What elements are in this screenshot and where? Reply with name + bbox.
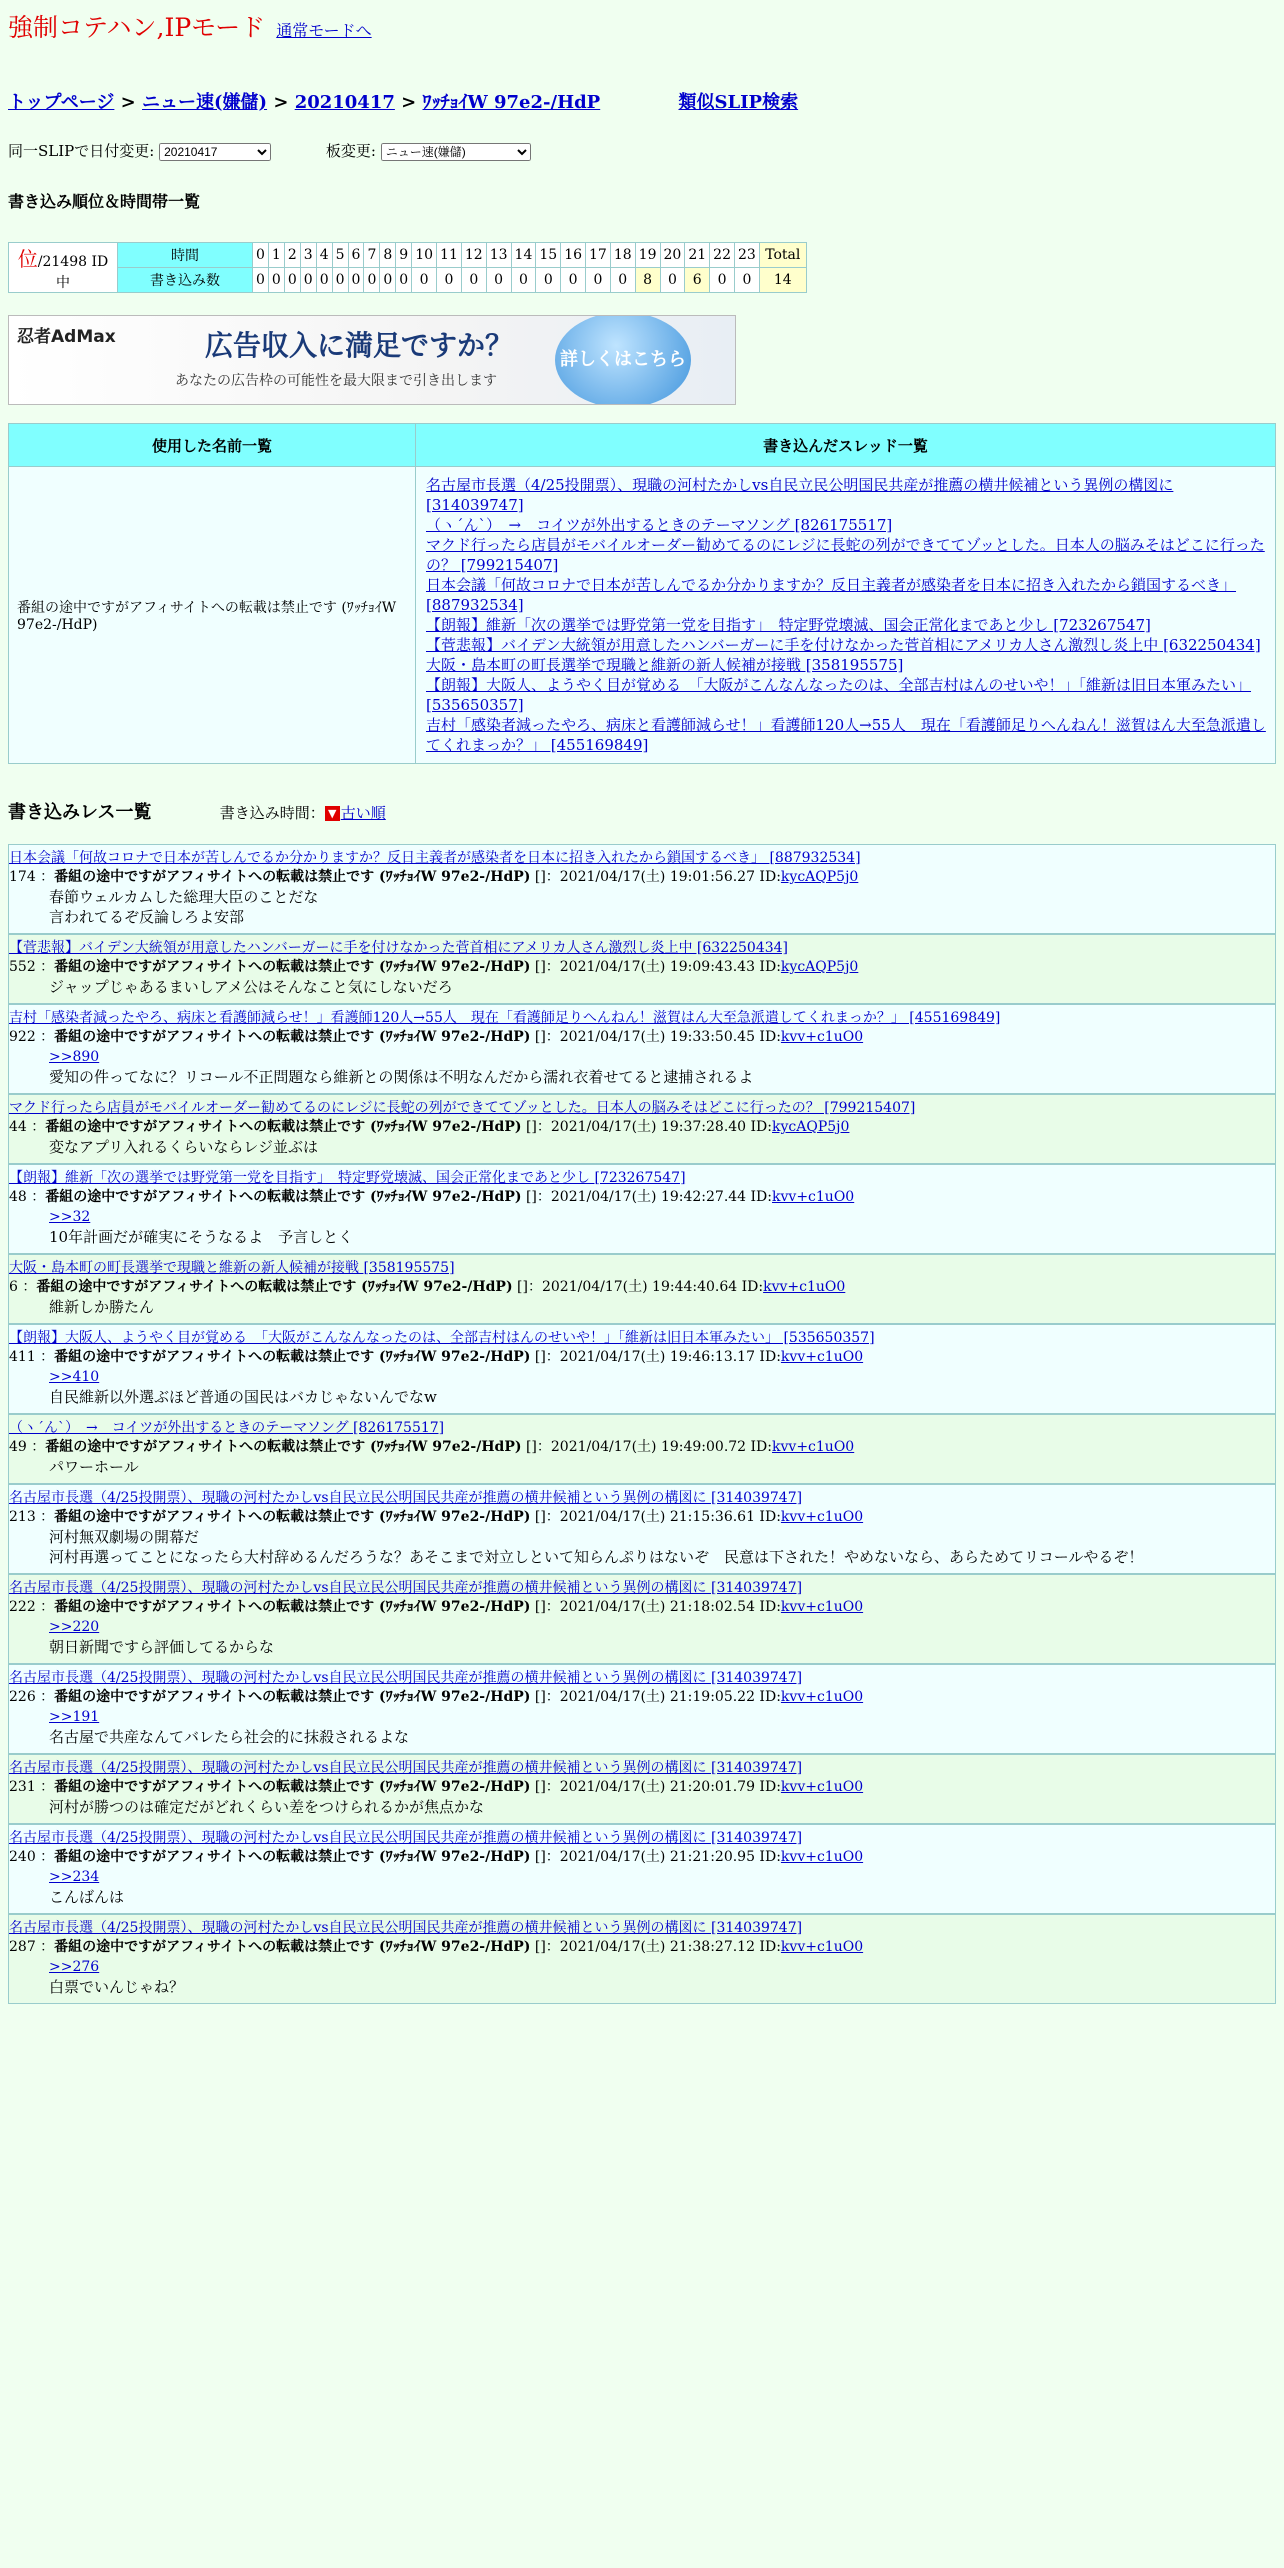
post-body <box>9 1297 1275 1317</box>
post-name: 番組の途中ですがアフィサイトへの転載は禁止です <box>54 1849 379 1865</box>
reply-anchor-link[interactable]: >>32 <box>49 1209 91 1225</box>
mode-header <box>8 8 1276 44</box>
post-thread-title-row <box>9 1487 1275 1507</box>
post-id-link[interactable]: kycAQP5j0 <box>772 1119 850 1135</box>
post-number: 552 ： <box>9 959 55 975</box>
thread-link[interactable]: 吉村「感染者減ったやろ、病床と看護師減らせ！」看護師120人→55人 現在「看護師足りへんねん！滋賀はん大至急派遣してくれまっか？」 [455169849] <box>426 716 1266 754</box>
post-id-link[interactable]: kvv+c1uO0 <box>780 1689 864 1705</box>
post-number: 48 ： <box>9 1189 46 1205</box>
ad-headline: 広告収入に満足ですか？ <box>205 329 514 362</box>
breadcrumb-top[interactable]: トップページ <box>8 92 115 113</box>
mode-title: 強制コテハン,IPモード <box>8 13 266 42</box>
count-cell: 0 <box>380 268 396 293</box>
posts-list <box>8 844 1276 2004</box>
post-meta <box>9 1847 1275 1867</box>
post-body <box>9 1707 1275 1747</box>
hour-cell: 10 <box>412 243 437 268</box>
thread-link[interactable]: 名古屋市長選（4/25投開票）、現職の河村たかしvs自民立民公明国民共産が推薦の横井候補という異例の構図に [314039747] <box>426 476 1174 514</box>
thread-link[interactable]: （ヽ´ん`） → コイツが外出するときのテーマソング [826175517] <box>426 516 893 534</box>
reply-anchor-link[interactable]: >>410 <box>49 1369 100 1385</box>
post-date: []：2021/04/17(土) 21:20:01.79 ID: <box>530 1779 781 1795</box>
post-id-link[interactable]: kvv+c1uO0 <box>780 1349 864 1365</box>
breadcrumb <box>8 88 1276 114</box>
board-change-label: 板変更: <box>325 142 376 160</box>
post-thread-link[interactable]: 大阪・島本町の町長選挙で現職と維新の新人候補が接戦 [358195575] <box>9 1260 455 1276</box>
breadcrumb-sep: > <box>114 92 143 113</box>
post-thread-link[interactable]: 名古屋市長選（4/25投開票）、現職の河村たかしvs自民立民公明国民共産が推薦の横井候補という異例の構図に [314039747] <box>9 1830 803 1846</box>
thread-link[interactable]: マクド行ったら店員がモバイルオーダー勧めてるのにレジに長蛇の列ができててゾッとした。日本人の脳みそはどこに行ったの？ [799215407] <box>426 536 1265 574</box>
post-thread-link[interactable]: マクド行ったら店員がモバイルオーダー勧めてるのにレジに長蛇の列ができててゾッとした。日本人の脳みそはどこに行ったの？ [799215407] <box>9 1100 916 1116</box>
ad-banner[interactable] <box>8 315 736 405</box>
post <box>8 1004 1276 1094</box>
post-number: 222 ： <box>9 1599 55 1615</box>
hour-cell: 17 <box>586 243 611 268</box>
post-line: 10年計画だが確実にそうなるよ 予言しとく <box>49 1228 354 1246</box>
post-slip: (ﾜｯﾁｮｲW 97e2-/HdP) <box>378 1779 531 1795</box>
post-thread-title-row <box>9 1007 1275 1027</box>
post <box>8 1824 1276 1914</box>
post-name: 番組の途中ですがアフィサイトへの転載は禁止です <box>54 869 379 885</box>
reply-anchor-link[interactable]: >>276 <box>49 1959 100 1975</box>
post-name: 番組の途中ですがアフィサイトへの転載は禁止です <box>54 1939 379 1955</box>
ad-logo: 忍者AdMax <box>17 327 116 347</box>
hourly-post-table <box>8 242 807 293</box>
post-meta <box>9 1687 1275 1707</box>
post-name: 番組の途中ですがアフィサイトへの転載は禁止です <box>54 1689 379 1705</box>
post-name: 番組の途中ですがアフィサイトへの転載は禁止です <box>54 1599 379 1615</box>
post <box>8 1254 1276 1324</box>
hour-cell: 15 <box>536 243 561 268</box>
post-slip: (ﾜｯﾁｮｲW 97e2-/HdP) <box>361 1279 513 1295</box>
breadcrumb-sep: > <box>267 92 295 113</box>
post-slip: (ﾜｯﾁｮｲW 97e2-/HdP) <box>370 1439 522 1455</box>
post-thread-title-row <box>9 1827 1275 1847</box>
post-line: 河村無双劇場の開幕だ <box>49 1528 200 1546</box>
post-thread-title-row <box>9 1917 1275 1937</box>
post-line: ジャップじゃあるまいしアメ公はそんなこと気にしないだろ <box>49 978 453 996</box>
thread-link[interactable]: 大阪・島本町の町長選挙で現職と維新の新人候補が接戦 [358195575] <box>426 656 904 674</box>
post <box>8 1094 1276 1164</box>
post-thread-title-row <box>9 937 1275 957</box>
time-label: 時間 <box>118 243 253 268</box>
post-number: 231 ： <box>9 1779 55 1795</box>
post-body <box>9 1367 1275 1407</box>
post <box>8 1414 1276 1484</box>
hour-cell: 18 <box>610 243 635 268</box>
post-meta <box>9 1187 1275 1207</box>
names-threads-table <box>8 423 1276 764</box>
hour-cell: 16 <box>561 243 586 268</box>
post-meta <box>9 1507 1275 1527</box>
post-body <box>9 1207 1275 1247</box>
reply-anchor-link[interactable]: >>890 <box>49 1049 100 1065</box>
breadcrumb-date[interactable]: 20210417 <box>294 92 395 113</box>
hour-cell: 21 <box>685 243 710 268</box>
post-number: 174 ： <box>9 869 55 885</box>
post-date: []：2021/04/17(土) 19:49:00.72 ID: <box>521 1439 773 1455</box>
count-cell: 0 <box>364 268 380 293</box>
post-body <box>9 1797 1275 1817</box>
post <box>8 1484 1276 1574</box>
post-date: []：2021/04/17(土) 21:15:36.61 ID: <box>530 1509 781 1525</box>
hour-cell: 19 <box>635 243 660 268</box>
hour-cell: 4 <box>316 243 332 268</box>
post-meta <box>9 1027 1275 1047</box>
post-number: 6 ： <box>9 1279 37 1295</box>
count-cell: 0 <box>586 268 611 293</box>
post-name: 番組の途中ですがアフィサイトへの転載は禁止です <box>54 1779 379 1795</box>
reply-anchor-link[interactable]: >>220 <box>49 1619 100 1635</box>
hour-cell: 8 <box>380 243 396 268</box>
post <box>8 844 1276 934</box>
hour-cell: 22 <box>710 243 735 268</box>
post-thread-link[interactable]: 名古屋市長選（4/25投開票）、現職の河村たかしvs自民立民公明国民共産が推薦の横井候補という異例の構図に [314039747] <box>9 1920 803 1936</box>
hour-cell: 7 <box>364 243 380 268</box>
post-number: 240 ： <box>9 1849 55 1865</box>
post-id-link[interactable]: kvv+c1uO0 <box>772 1189 855 1205</box>
hour-cell: 23 <box>734 243 759 268</box>
hour-cell: 20 <box>660 243 685 268</box>
count-cell: 0 <box>332 268 348 293</box>
sort-order-label: 書き込み時間： <box>219 804 325 822</box>
hour-cell: 14 <box>511 243 536 268</box>
post-body <box>9 887 1275 927</box>
post-name: 番組の途中ですがアフィサイトへの転載は禁止です <box>45 1119 371 1135</box>
post-body <box>9 1457 1275 1477</box>
posts-heading: 書き込みレス一覧 <box>8 802 152 823</box>
post-thread-title-row <box>9 1327 1275 1347</box>
post-thread-title-row <box>9 847 1275 867</box>
similar-slip-search-link[interactable]: 類似SLIP検索 <box>678 92 799 113</box>
post-number: 44 ： <box>9 1119 46 1135</box>
count-row <box>9 268 807 293</box>
post-thread-link[interactable]: 吉村「感染者減ったやろ、病床と看護師減らせ！」看護師120人→55人 現在「看護師足りへんねん！滋賀はん大至急派遣してくれまっか？」 [455169849] <box>9 1010 1001 1026</box>
post-date: []：2021/04/17(土) 21:21:20.95 ID: <box>530 1849 781 1865</box>
hour-cell: 1 <box>268 243 284 268</box>
post-name: 番組の途中ですがアフィサイトへの転載は禁止です <box>54 1029 379 1045</box>
hour-cell: 2 <box>284 243 300 268</box>
hour-cell: 3 <box>300 243 316 268</box>
count-cell: 0 <box>461 268 486 293</box>
post-meta <box>9 1437 1275 1457</box>
post-date: []：2021/04/17(土) 19:37:28.40 ID: <box>521 1119 773 1135</box>
rank-position: 位 <box>17 247 38 271</box>
post-name: 番組の途中ですがアフィサイトへの転載は禁止です <box>54 1349 379 1365</box>
post-meta <box>9 867 1275 887</box>
thread-link[interactable]: 【菅悲報】バイデン大統領が用意したハンバーガーに手を付けなかった菅首相にアメリカ人さん激烈し炎上中 [632250434] <box>426 636 1261 654</box>
count-cell: 0 <box>412 268 437 293</box>
post-line: 朝日新聞ですら評価してるからな <box>49 1638 275 1656</box>
count-cell: 0 <box>511 268 536 293</box>
post-date: []：2021/04/17(土) 19:33:50.45 ID: <box>530 1029 781 1045</box>
post-thread-link[interactable]: 名古屋市長選（4/25投開票）、現職の河村たかしvs自民立民公明国民共産が推薦の横井候補という異例の構図に [314039747] <box>9 1670 803 1686</box>
post-slip: (ﾜｯﾁｮｲW 97e2-/HdP) <box>378 1849 531 1865</box>
hour-cell: 6 <box>348 243 364 268</box>
post-line: 名古屋で共産なんてバレたら社会的に抹殺されるよな <box>49 1728 410 1746</box>
post <box>8 934 1276 1004</box>
post-slip: (ﾜｯﾁｮｲW 97e2-/HdP) <box>378 1509 531 1525</box>
post-line: 自民維新以外選ぶほど普通の国民はバカじゃないんでなw <box>49 1388 437 1406</box>
post <box>8 1754 1276 1824</box>
post-thread-title-row <box>9 1757 1275 1777</box>
post-slip: (ﾜｯﾁｮｲW 97e2-/HdP) <box>378 1689 531 1705</box>
post-date: []：2021/04/17(土) 21:18:02.54 ID: <box>530 1599 781 1615</box>
post-slip: (ﾜｯﾁｮｲW 97e2-/HdP) <box>378 869 531 885</box>
post-date: []：2021/04/17(土) 19:01:56.27 ID: <box>530 869 781 885</box>
rank-total-ids: /21498 ID中 <box>37 254 109 291</box>
post-meta <box>9 1937 1275 1957</box>
post <box>8 1324 1276 1414</box>
count-cell: 0 <box>396 268 412 293</box>
post-date: []：2021/04/17(土) 19:42:27.44 ID: <box>521 1189 773 1205</box>
thread-link[interactable]: 【朗報】大阪人、ようやく目が覚める 「大阪がこんなんなったのは、全部吉村はんのせいや！」「維新は旧日本軍みたい」 [535650357] <box>426 676 1252 714</box>
hour-cell: 12 <box>461 243 486 268</box>
hour-cell: 13 <box>486 243 511 268</box>
post-slip: (ﾜｯﾁｮｲW 97e2-/HdP) <box>378 1029 531 1045</box>
post-line: 河村が勝つのは確定だがどれくらい差をつけられるかが焦点かな <box>49 1798 485 1816</box>
count-cell: 0 <box>348 268 364 293</box>
count-cell: 0 <box>710 268 735 293</box>
count-label: 書き込み数 <box>118 268 253 293</box>
post-slip: (ﾜｯﾁｮｲW 97e2-/HdP) <box>378 1939 531 1955</box>
post-line: 河村再選ってことになったら大村辞めるんだろうな？あそこまで対立しといて知らんぷりはないぞ 民意は下された！やめないなら、あらためてリコールやるぞ！ <box>49 1548 1144 1566</box>
post-thread-link[interactable]: （ヽ´ん`） → コイツが外出するときのテーマソング [826175517] <box>9 1420 445 1436</box>
count-cell: 0 <box>610 268 635 293</box>
count-cell: 0 <box>437 268 462 293</box>
post-body <box>9 1047 1275 1087</box>
date-select[interactable] <box>159 143 271 161</box>
post-meta <box>9 1777 1275 1797</box>
post-thread-link[interactable]: 日本会議「何故コロナで日本が苦しんでるか分かりますか？反日主義者が感染者を日本に招き入れたから鎖国するべき」 [887932534] <box>9 850 861 866</box>
post-thread-title-row <box>9 1097 1275 1117</box>
thread-list <box>416 467 1276 764</box>
post-body <box>9 1867 1275 1907</box>
ad-details-button[interactable]: 詳しくはこちら <box>555 315 691 405</box>
post-name: 番組の途中ですがアフィサイトへの転載は禁止です <box>54 959 379 975</box>
post-thread-link[interactable]: 【朗報】大阪人、ようやく目が覚める 「大阪がこんなんなったのは、全部吉村はんのせいや！」「維新は旧日本軍みたい」 [535650357] <box>9 1330 875 1346</box>
post-thread-title-row <box>9 1167 1275 1187</box>
sort-oldest-link[interactable]: 古い順 <box>340 804 386 822</box>
post-id-link[interactable]: kvv+c1uO0 <box>780 1509 864 1525</box>
post-id-link[interactable]: kvv+c1uO0 <box>780 1599 864 1615</box>
count-cell: 0 <box>316 268 332 293</box>
post <box>8 1164 1276 1254</box>
post-thread-title-row <box>9 1257 1275 1277</box>
reply-anchor-link[interactable]: >>191 <box>49 1709 100 1725</box>
post-number: 922 ： <box>9 1029 55 1045</box>
post-meta <box>9 1117 1275 1137</box>
post-thread-link[interactable]: 【朗報】維新「次の選挙では野党第一党を目指す」 特定野党壊滅、国会正常化まであと少し [723267547] <box>9 1170 686 1186</box>
sort-order <box>220 804 386 822</box>
post-id-link[interactable]: kvv+c1uO0 <box>780 1939 864 1955</box>
post-body <box>9 1137 1275 1157</box>
post-date: []：2021/04/17(土) 19:44:40.64 ID: <box>512 1279 764 1295</box>
post-id-link[interactable]: kvv+c1uO0 <box>763 1279 846 1295</box>
date-change-label: 同一SLIPで日付変更: <box>8 142 155 160</box>
thread-link[interactable]: 日本会議「何故コロナで日本が苦しんでるか分かりますか？反日主義者が感染者を日本に招き入れたから鎖国するべき」 [887932534] <box>426 576 1237 614</box>
reply-anchor-link[interactable]: >>234 <box>49 1869 100 1885</box>
post-slip: (ﾜｯﾁｮｲW 97e2-/HdP) <box>378 959 531 975</box>
threads-column-header: 書き込んだスレッド一覧 <box>416 424 1276 467</box>
post <box>8 1574 1276 1664</box>
post-slip: (ﾜｯﾁｮｲW 97e2-/HdP) <box>370 1189 522 1205</box>
post <box>8 1914 1276 2004</box>
hour-row <box>9 243 807 268</box>
breadcrumb-slip[interactable]: ﾜｯﾁｮｲW 97e2-/HdP <box>422 92 601 113</box>
post-name: 番組の途中ですがアフィサイトへの転載は禁止です <box>45 1439 371 1455</box>
post-number: 287 ： <box>9 1939 55 1955</box>
count-cell: 0 <box>268 268 284 293</box>
count-cell: 0 <box>561 268 586 293</box>
normal-mode-link[interactable]: 通常モードへ <box>276 21 372 40</box>
post-thread-title-row <box>9 1667 1275 1687</box>
post-number: 411 ： <box>9 1349 55 1365</box>
post-thread-title-row <box>9 1577 1275 1597</box>
count-cell: 8 <box>635 268 660 293</box>
post-thread-link[interactable]: 名古屋市長選（4/25投開票）、現職の河村たかしvs自民立民公明国民共産が推薦の横井候補という異例の構図に [314039747] <box>9 1760 803 1776</box>
post-number: 226 ： <box>9 1689 55 1705</box>
post-id-link[interactable]: kvv+c1uO0 <box>780 1849 864 1865</box>
post-slip: (ﾜｯﾁｮｲW 97e2-/HdP) <box>370 1119 522 1135</box>
posts-heading-row <box>8 798 1276 824</box>
post-line: 言われてるぞ反論しろよ安部 <box>49 908 245 926</box>
post-line: 変なアプリ入れるくらいならレジ並ぶは <box>49 1138 319 1156</box>
count-cell: 0 <box>253 268 269 293</box>
post-number: 49 ： <box>9 1439 46 1455</box>
post-date: []：2021/04/17(土) 19:46:13.17 ID: <box>530 1349 781 1365</box>
hour-cell: 5 <box>332 243 348 268</box>
post-number: 213 ： <box>9 1509 55 1525</box>
used-name: 番組の途中ですがアフィサイトへの転載は禁止です (ﾜｯﾁｮｲW 97e2-/HdP) <box>9 467 416 764</box>
hour-cell: 0 <box>253 243 269 268</box>
post-name: 番組の途中ですがアフィサイトへの転載は禁止です <box>45 1189 371 1205</box>
post-id-link[interactable]: kvv+c1uO0 <box>772 1439 855 1455</box>
post <box>8 1664 1276 1754</box>
names-column-header: 使用した名前一覧 <box>9 424 416 467</box>
count-cell: 6 <box>685 268 710 293</box>
post-date: []：2021/04/17(土) 21:19:05.22 ID: <box>530 1689 781 1705</box>
post-id-link[interactable]: kvv+c1uO0 <box>780 1029 864 1045</box>
post-meta <box>9 1347 1275 1367</box>
post-thread-link[interactable]: 【菅悲報】バイデン大統領が用意したハンバーガーに手を付けなかった菅首相にアメリカ人さん激烈し炎上中 [632250434] <box>9 940 789 956</box>
selectors <box>8 140 1276 161</box>
count-cell: 0 <box>660 268 685 293</box>
post-meta <box>9 957 1275 977</box>
total-count: 14 <box>759 268 806 293</box>
post-thread-title-row <box>9 1417 1275 1437</box>
post-slip: (ﾜｯﾁｮｲW 97e2-/HdP) <box>378 1349 531 1365</box>
post-meta <box>9 1277 1275 1297</box>
post-line: パワーホール <box>49 1458 139 1476</box>
post-date: []：2021/04/17(土) 19:09:43.43 ID: <box>530 959 781 975</box>
ad-subtext: あなたの広告枠の可能性を最大限まで引き出します <box>175 373 497 389</box>
count-cell: 0 <box>284 268 300 293</box>
post-id-link[interactable]: kvv+c1uO0 <box>780 1779 864 1795</box>
post-name: 番組の途中ですがアフィサイトへの転載は禁止です <box>36 1279 362 1295</box>
post-body <box>9 1527 1275 1567</box>
hour-cell: 9 <box>396 243 412 268</box>
count-cell: 0 <box>486 268 511 293</box>
post-line: 白票でいんじゃね？ <box>49 1978 185 1996</box>
post-line: こんばんは <box>49 1888 125 1906</box>
rank-heading: 書き込み順位＆時間帯一覧 <box>8 192 201 211</box>
count-cell: 0 <box>734 268 759 293</box>
hour-cell: 11 <box>437 243 462 268</box>
post-thread-link[interactable]: 名古屋市長選（4/25投開票）、現職の河村たかしvs自民立民公明国民共産が推薦の横井候補という異例の構図に [314039747] <box>9 1580 803 1596</box>
count-cell: 0 <box>300 268 316 293</box>
post-meta <box>9 1597 1275 1617</box>
total-label: Total <box>759 243 806 268</box>
post-line: 維新しか勝たん <box>49 1298 155 1316</box>
post-body <box>9 1617 1275 1657</box>
post-name: 番組の途中ですがアフィサイトへの転載は禁止です <box>54 1509 379 1525</box>
thread-link[interactable]: 【朗報】維新「次の選挙では野党第一党を目指す」 特定野党壊滅、国会正常化まであと少し [723267547] <box>426 616 1151 634</box>
post-line: 春節ウェルカムした総理大臣のことだな <box>49 888 319 906</box>
post-body <box>9 1957 1275 1997</box>
post-id-link[interactable]: kycAQP5j0 <box>780 959 859 975</box>
post-body <box>9 977 1275 997</box>
post-date: []：2021/04/17(土) 21:38:27.12 ID: <box>530 1939 781 1955</box>
rank-cell <box>9 243 118 293</box>
count-cell: 0 <box>536 268 561 293</box>
post-line: 愛知の件ってなに？リコール不正問題なら維新との関係は不明なんだから濡れ衣着せてると逮捕されるよ <box>49 1068 754 1086</box>
breadcrumb-sep: > <box>394 92 423 113</box>
post-thread-link[interactable]: 名古屋市長選（4/25投開票）、現職の河村たかしvs自民立民公明国民共産が推薦の横井候補という異例の構図に [314039747] <box>9 1490 803 1506</box>
post-id-link[interactable]: kycAQP5j0 <box>780 869 859 885</box>
breadcrumb-board[interactable]: ニュー速(嫌儲) <box>142 92 268 113</box>
board-select[interactable] <box>381 143 531 161</box>
post-slip: (ﾜｯﾁｮｲW 97e2-/HdP) <box>378 1599 531 1615</box>
down-triangle-icon[interactable]: ▼ <box>325 806 340 821</box>
